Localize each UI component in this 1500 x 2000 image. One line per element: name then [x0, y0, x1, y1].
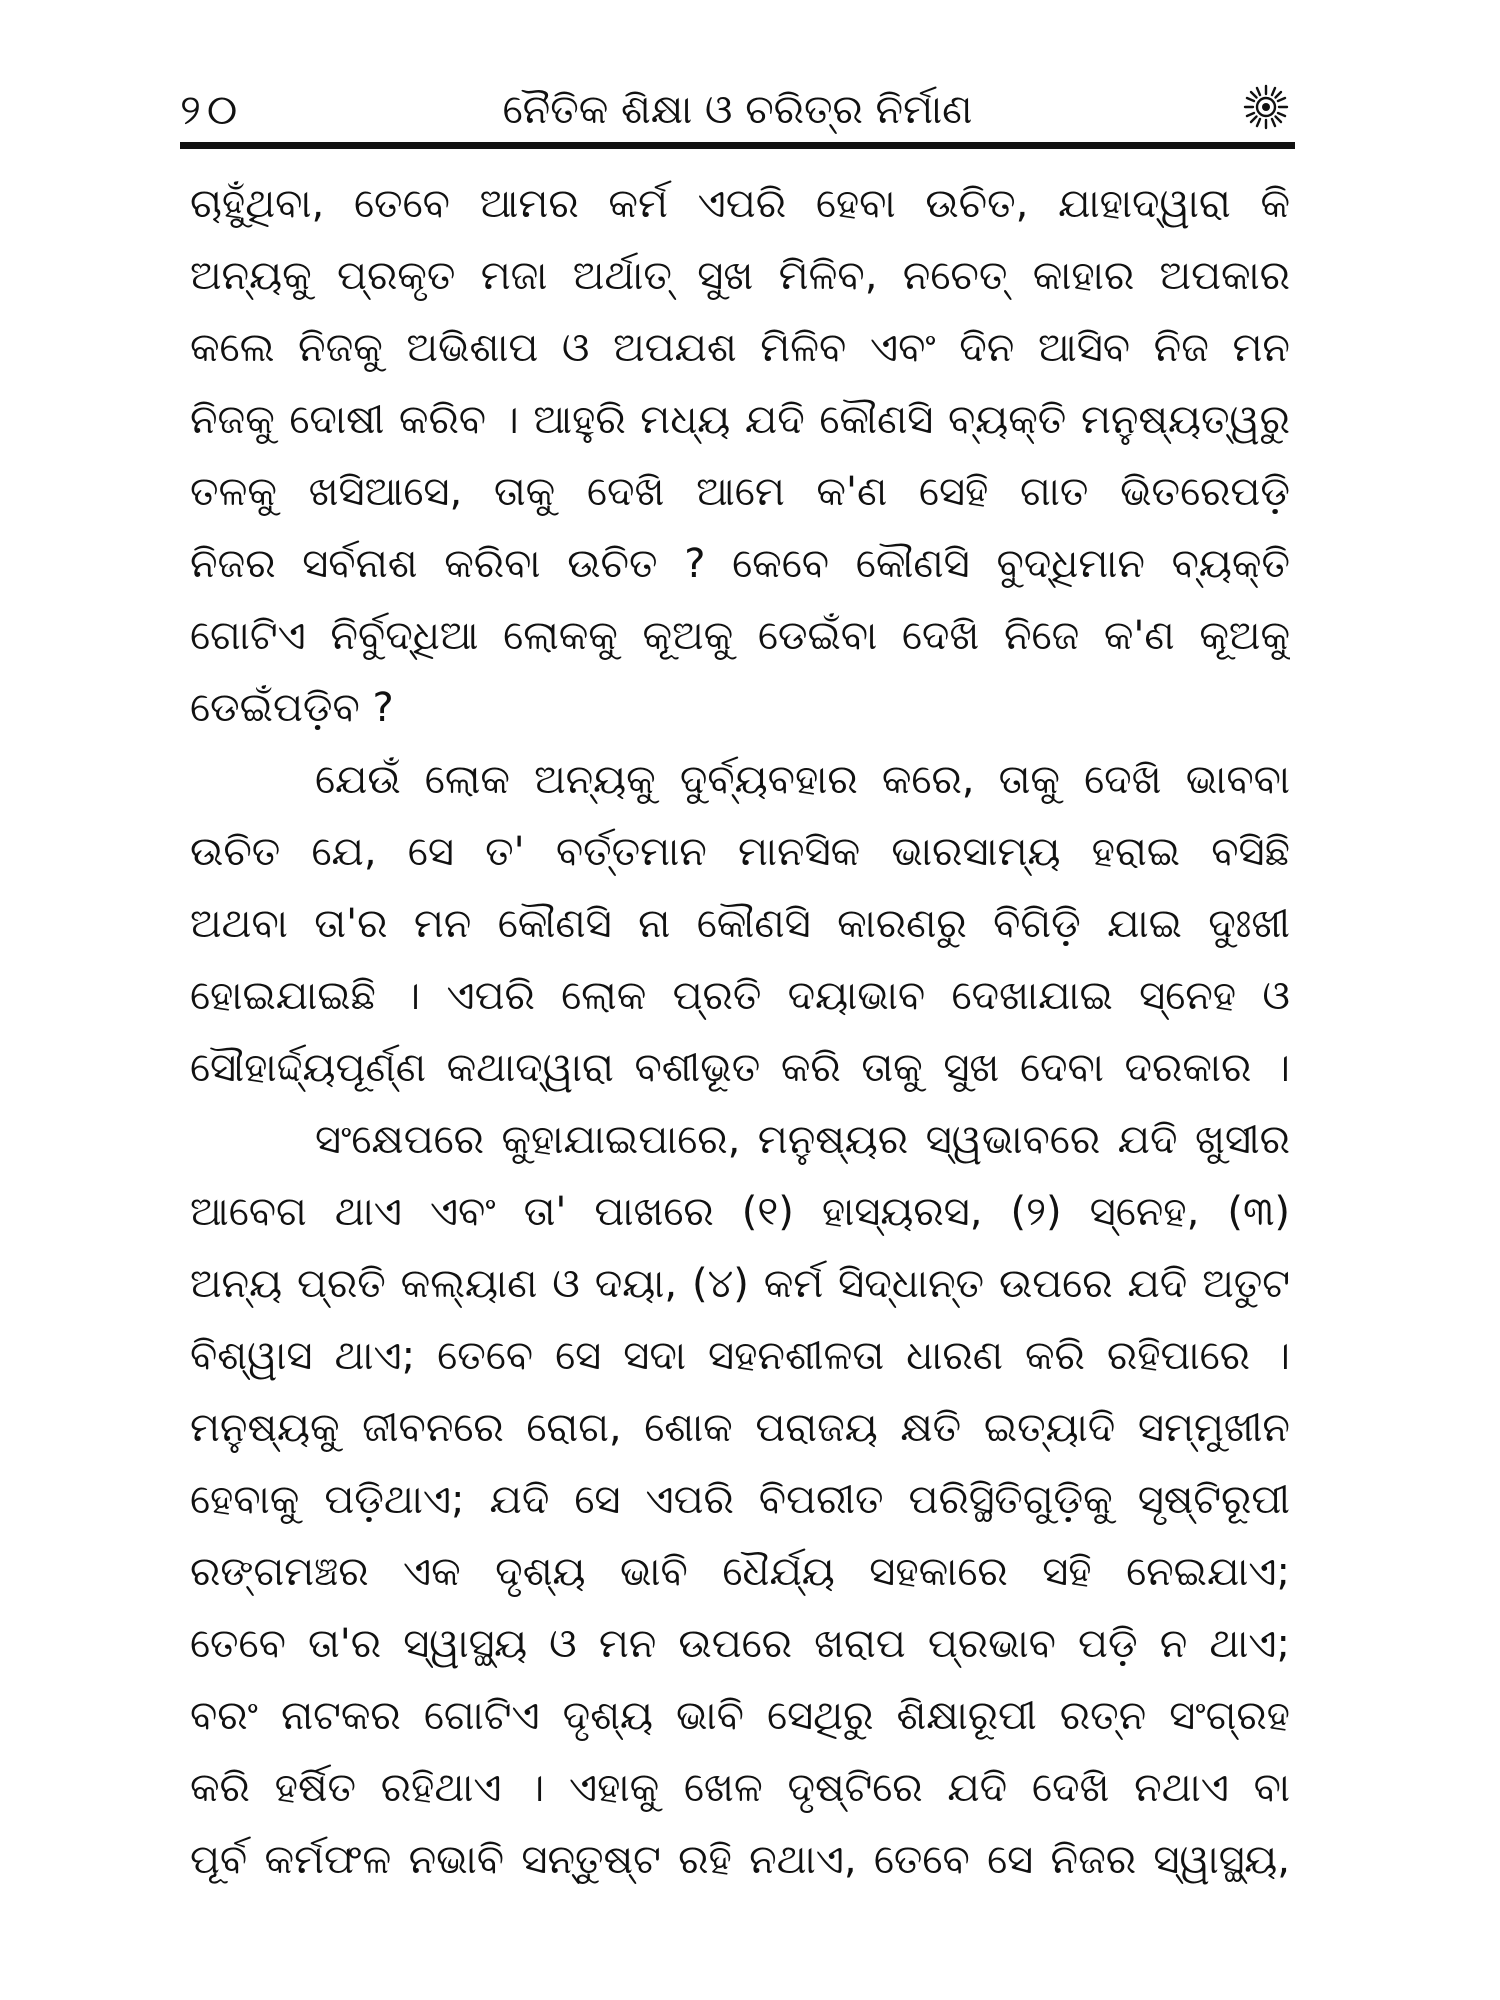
sun-ornament-icon [1243, 84, 1289, 130]
running-title: ନୈତିକ ଶିକ୍ଷା ଓ ଚରିତ୍ର ନିର୍ମାଣ [502, 87, 973, 133]
text-line: ହୋଇଯାଇଛି । ଏପରି ଲୋକ ପ୍ରତି ଦୟାଭାବ ଦେଖାଯାଇ ସ୍ନେହ ଓ [190, 973, 1290, 1019]
text-line: ଗୋଟିଏ ନିର୍ବୁଦ୍ଧିଆ ଲୋକକୁ କୂଅକୁ ଡେଇଁବା ଦେଖି ନିଜେ କ'ଣ କୂଅକୁ [190, 613, 1290, 659]
page-number: ୨୦ [180, 85, 244, 134]
header-rule [180, 142, 1295, 149]
text-line: କରି ହର୍ଷିତ ରହିଥାଏ । ଏହାକୁ ଖେଳ ଦୃଷ୍ଟିରେ ଯଦି ଦେଖି ନଥାଏ ବା [190, 1765, 1290, 1811]
text-line: ପୂର୍ବ କର୍ମଫଳ ନଭାବି ସନ୍ତୁଷ୍ଟ ରହି ନଥାଏ, ତେବେ ସେ ନିଜର ସ୍ୱାସ୍ଥ୍ୟ, [190, 1837, 1290, 1883]
text-line: ତଳକୁ ଖସିଆସେ, ତାକୁ ଦେଖି ଆମେ କ'ଣ ସେହି ଗାତ ଭିତରେପଡ଼ି [190, 469, 1290, 515]
text-line: ନିଜର ସର୍ବନାଶ କରିବା ଉଚିତ ? କେବେ କୌଣସି ବୁଦ୍ଧିମାନ ବ୍ୟକ୍ତି [190, 541, 1290, 587]
text-line: ବିଶ୍ୱାସ ଥାଏ; ତେବେ ସେ ସଦା ସହନଶୀଳତା ଧାରଣ କରି ରହିପାରେ । [190, 1333, 1290, 1379]
text-line: କଲେ ନିଜକୁ ଅଭିଶାପ ଓ ଅପଯଶ ମିଳିବ ଏବଂ ଦିନ ଆସିବ ନିଜ ମନ [190, 325, 1290, 371]
paragraph-start-line: ଯେଉଁ ଲୋକ ଅନ୍ୟକୁ ଦୁର୍ବ୍ୟବହାର କରେ, ତାକୁ ଦେଖି ଭାବବା [315, 757, 1290, 803]
text-line: ନିଜକୁ ଦୋଷୀ କରିବ । ଆହୁରି ମଧ୍ୟ ଯଦି କୌଣସି ବ୍ୟକ୍ତି ମନୁଷ୍ୟତ୍ୱରୁ [190, 397, 1290, 443]
page-header [180, 80, 1295, 138]
text-line: ଡେଇଁପଡ଼ିବ ? [190, 685, 394, 731]
text-line: ଅନ୍ୟ ପ୍ରତି କଲ୍ୟାଣ ଓ ଦୟା, (୪) କର୍ମ ସିଦ୍ଧାନ୍ତ ଉପରେ ଯଦି ଅତୁଟ [190, 1261, 1290, 1307]
text-line: ରଙ୍ଗମଞ୍ଚର ଏକ ଦୃଶ୍ୟ ଭାବି ଧୈର୍ଯ୍ୟ ସହକାରେ ସହି ନେଇଯାଏ; [190, 1549, 1290, 1595]
text-line: ଆବେଗ ଥାଏ ଏବଂ ତା' ପାଖରେ (୧) ହାସ୍ୟରସ, (୨) ସ୍ନେହ, (୩) [190, 1189, 1290, 1235]
text-line: ସୌହାର୍ଦ୍ଦ୍ୟପୂର୍ଣ୍ଣ କଥାଦ୍ୱାରା ବଶୀଭୂତ କରି ତାକୁ ସୁଖ ଦେବା ଦରକାର । [190, 1045, 1290, 1091]
text-line: ମନୁଷ୍ୟକୁ ଜୀବନରେ ରୋଗ, ଶୋକ ପରାଜୟ କ୍ଷତି ଇତ୍ୟାଦି ସମ୍ମୁଖୀନ [190, 1405, 1290, 1451]
text-line: ତେବେ ତା'ର ସ୍ୱାସ୍ଥ୍ୟ ଓ ମନ ଉପରେ ଖରାପ ପ୍ରଭାବ ପଡ଼ି ନ ଥାଏ; [190, 1621, 1290, 1667]
text-line: ହେବାକୁ ପଡ଼ିଥାଏ; ଯଦି ସେ ଏପରି ବିପରୀତ ପରିସ୍ଥିତିଗୁଡ଼ିକୁ ସୃଷ୍ଟିରୂପୀ [190, 1477, 1290, 1523]
text-line: ଉଚିତ ଯେ, ସେ ତ' ବର୍ତ୍ତମାନ ମାନସିକ ଭାରସାମ୍ୟ ହରାଇ ବସିଛି [190, 829, 1290, 875]
paragraph-start-line: ସଂକ୍ଷେପରେ କୁହାଯାଇପାରେ, ମନୁଷ୍ୟର ସ୍ୱଭାବରେ ଯଦି ଖୁସୀର [315, 1117, 1290, 1163]
text-line: ବରଂ ନାଟକର ଗୋଟିଏ ଦୃଶ୍ୟ ଭାବି ସେଥିରୁ ଶିକ୍ଷାରୂପୀ ରତ୍ନ ସଂଗ୍ରହ [190, 1693, 1290, 1739]
text-line: ଅଥବା ତା'ର ମନ କୌଣସି ନା କୌଣସି କାରଣରୁ ବିଗିଡ଼ି ଯାଇ ଦୁଃଖୀ [190, 901, 1290, 947]
body-text [190, 168, 1290, 1896]
text-line: ଚାହୁଁଥିବା, ତେବେ ଆମର କର୍ମ ଏପରି ହେବା ଉଚିତ, ଯାହାଦ୍ୱାରା କି [190, 181, 1290, 227]
text-line: ଅନ୍ୟକୁ ପ୍ରକୃତ ମଜା ଅର୍ଥାତ୍ ସୁଖ ମିଳିବ, ନଚେତ୍ କାହାର ଅପକାର [190, 253, 1290, 299]
